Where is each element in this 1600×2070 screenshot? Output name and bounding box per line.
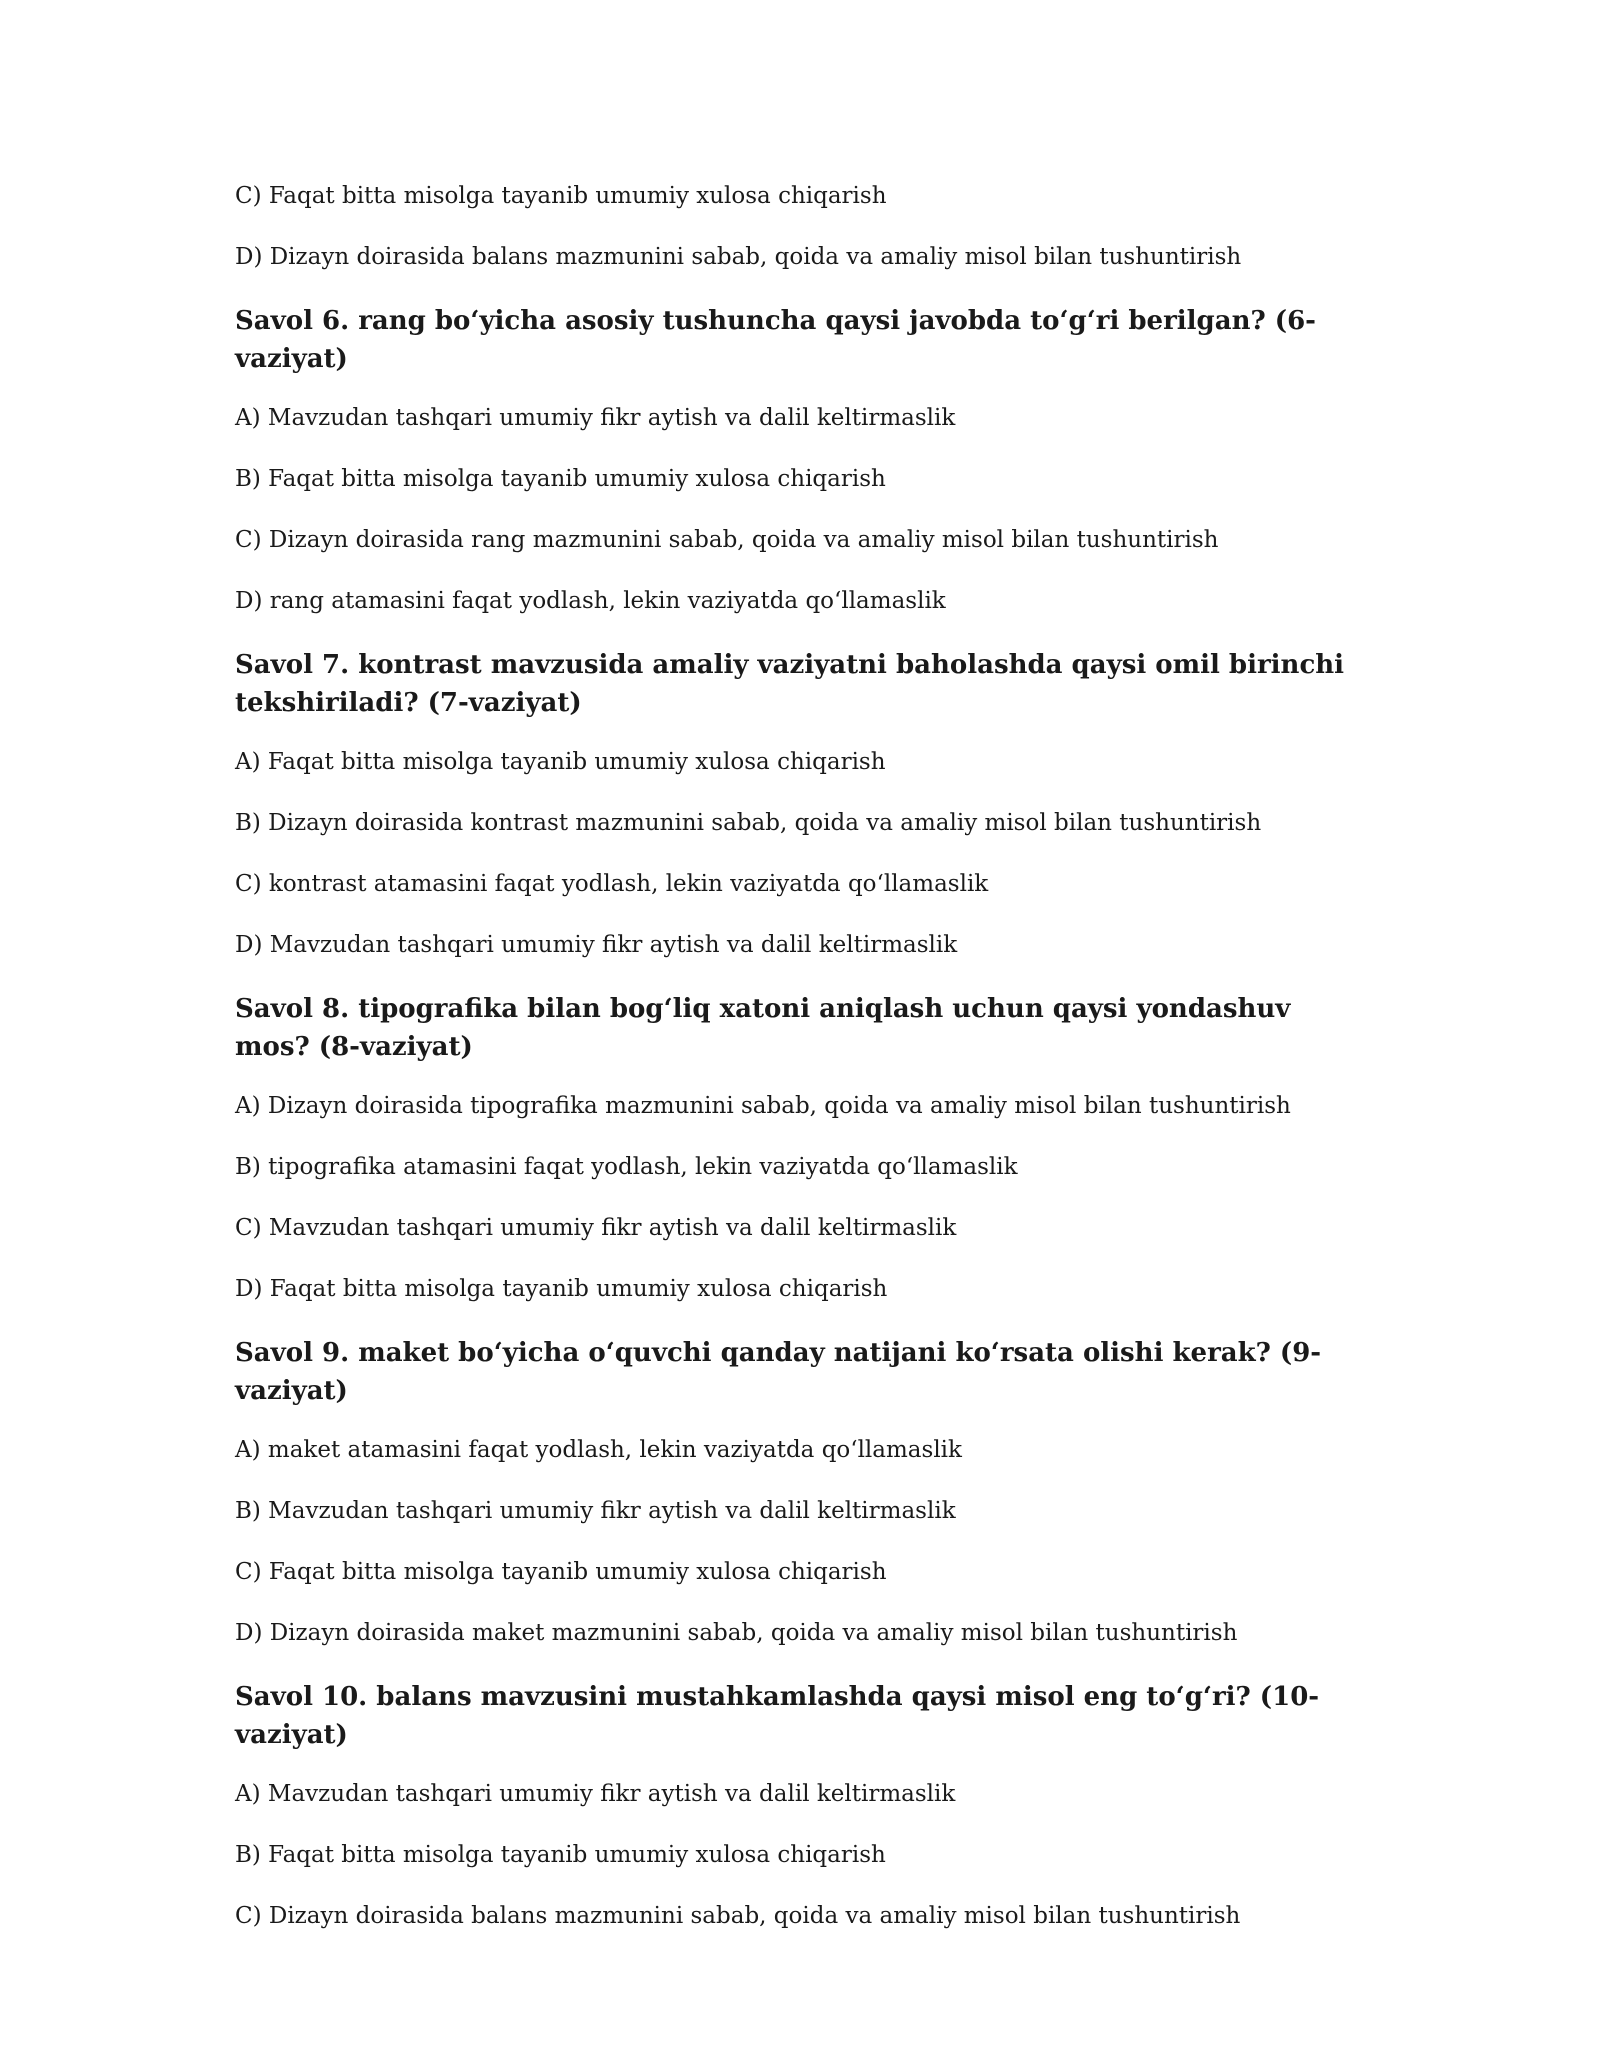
question-6 [235, 302, 1365, 617]
answer-option: B) Dizayn doirasida kontrast mazmunini sabab, qoida va amaliy misol bilan tushuntirish [235, 810, 1262, 836]
answer-option: C) Mavzudan tashqari umumiy fikr aytish va dalil keltirmaslik [235, 1215, 957, 1241]
question-8 [235, 990, 1365, 1305]
question-title: Savol 9. maket bo‘yicha o‘quvchi qanday natijani ko‘rsata olishi kerak? (9-vaziyat) [235, 1338, 1322, 1406]
answer-option: A) Mavzudan tashqari umumiy fikr aytish va dalil keltirmaslik [235, 1781, 956, 1807]
answer-option: A) Faqat bitta misolga tayanib umumiy xulosa chiqarish [235, 749, 886, 775]
question-title: Savol 10. balans mavzusini mustahkamlashda qaysi misol eng to‘g‘ri? (10-vaziyat) [235, 1682, 1320, 1750]
question-9 [235, 1334, 1365, 1649]
answer-option: D) Mavzudan tashqari umumiy fikr aytish va dalil keltirmaslik [235, 932, 958, 958]
question-7 [235, 646, 1365, 961]
question-title: Savol 6. rang bo‘yicha asosiy tushuncha qaysi javobda to‘g‘ri berilgan? (6-vaziyat) [235, 306, 1316, 374]
answer-option: B) Faqat bitta misolga tayanib umumiy xulosa chiqarish [235, 1842, 886, 1868]
answer-option: C) Faqat bitta misolga tayanib umumiy xulosa chiqarish [235, 1559, 887, 1585]
question-title: Savol 7. kontrast mavzusida amaliy vaziyatni baholashda qaysi omil birinchi tekshiriladi? (7-vaziyat) [235, 650, 1345, 718]
answer-option: D) rang atamasini faqat yodlash, lekin vaziyatda qo‘llamaslik [235, 588, 946, 614]
answer-option: D) Dizayn doirasida balans mazmunini sabab, qoida va amaliy misol bilan tushuntirish [235, 244, 1242, 270]
answer-option: A) maket atamasini faqat yodlash, lekin vaziyatda qo‘llamaslik [235, 1437, 962, 1463]
question-5-continued [235, 180, 1365, 273]
answer-option: D) Faqat bitta misolga tayanib umumiy xulosa chiqarish [235, 1276, 888, 1302]
answer-option: B) tipografika atamasini faqat yodlash, lekin vaziyatda qo‘llamaslik [235, 1154, 1018, 1180]
answer-option: C) kontrast atamasini faqat yodlash, lekin vaziyatda qo‘llamaslik [235, 871, 989, 897]
answer-option: C) Dizayn doirasida balans mazmunini sabab, qoida va amaliy misol bilan tushuntirish [235, 1903, 1241, 1929]
answer-option: B) Faqat bitta misolga tayanib umumiy xulosa chiqarish [235, 466, 886, 492]
answer-option: D) Dizayn doirasida maket mazmunini sabab, qoida va amaliy misol bilan tushuntirish [235, 1620, 1238, 1646]
question-title: Savol 8. tipografika bilan bog‘liq xatoni aniqlash uchun qaysi yondashuv mos? (8-vaziyat) [235, 994, 1291, 1062]
answer-option: B) Mavzudan tashqari umumiy fikr aytish va dalil keltirmaslik [235, 1498, 956, 1524]
answer-option: C) Faqat bitta misolga tayanib umumiy xulosa chiqarish [235, 183, 887, 209]
document-page [235, 180, 1365, 1961]
answer-option: A) Dizayn doirasida tipografika mazmunini sabab, qoida va amaliy misol bilan tushuntirish [235, 1093, 1291, 1119]
question-10 [235, 1678, 1365, 1932]
answer-option: C) Dizayn doirasida rang mazmunini sabab, qoida va amaliy misol bilan tushuntirish [235, 527, 1219, 553]
answer-option: A) Mavzudan tashqari umumiy fikr aytish va dalil keltirmaslik [235, 405, 956, 431]
